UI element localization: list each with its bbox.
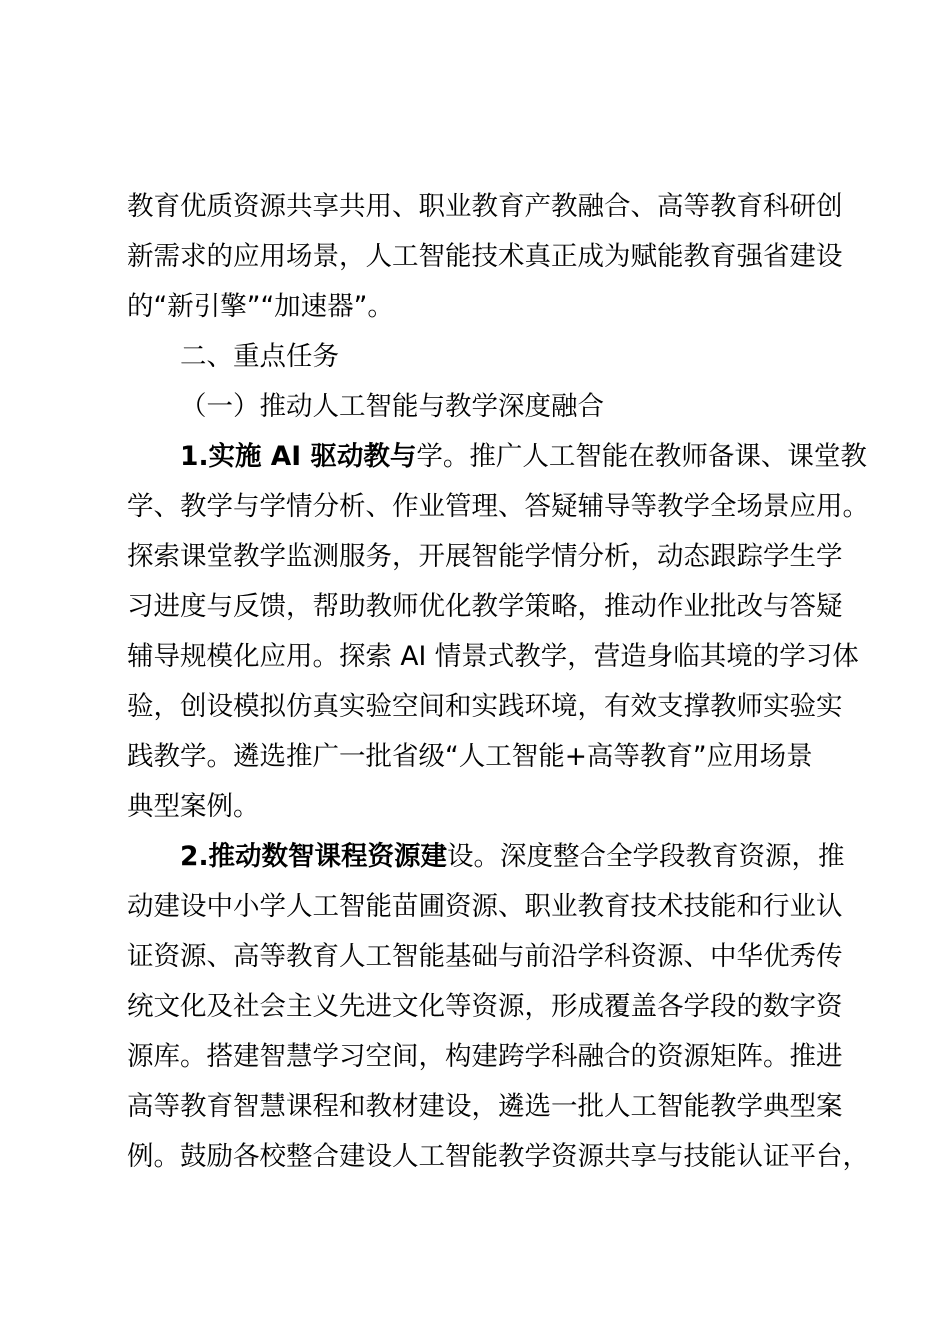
paragraph-line: 证资源、高等教育人工智能基础与前沿学科资源、中华优秀传: [127, 941, 843, 972]
paragraph-line: 践教学。遴选推广一批省级“人工智能+高等教育”应用场景: [127, 741, 813, 772]
task-item-2-first-line: [127, 832, 845, 882]
paragraph-line: 学、教学与学情分析、作业管理、答疑辅导等教学全场景应用。: [127, 491, 869, 522]
document-body: [127, 182, 869, 1182]
intro-line: 新需求的应用场景，人工智能技术真正成为赋能教育强省建设: [127, 241, 843, 272]
paragraph-line: 验，创设模拟仿真实验空间和实践环境，有效支撑教师实验实: [127, 691, 843, 722]
task-item-2-title: 2.推动数智课程资源建: [180, 841, 448, 872]
paragraph-line: 辅导规模化应用。探索 AI 情景式教学，营造身临其境的学习体: [127, 641, 859, 672]
task-item-2: [127, 832, 869, 1182]
paragraph-line: 习进度与反馈，帮助教师优化教学策略，推动作业批改与答疑: [127, 591, 843, 622]
paragraph-line: 源库。搭建智慧学习空间，构建跨学科融合的资源矩阵。推进: [127, 1041, 843, 1072]
paragraph-line: 高等教育智慧课程和教材建设，遴选一批人工智能教学典型案: [127, 1091, 843, 1122]
task-item-1-title: 1.实施 AI 驱动教与: [180, 441, 417, 472]
paragraph-line: 动建设中小学人工智能苗圃资源、职业教育技术技能和行业认: [127, 891, 843, 922]
intro-line: 教育优质资源共享共用、职业教育产教融合、高等教育科研创: [127, 191, 843, 222]
task-item-2-first-text: 设。深度整合全学段教育资源，推: [447, 841, 845, 872]
task-item-1-first-text: 学。推广人工智能在教师备课、课堂教: [416, 441, 867, 472]
paragraph-line: 探索课堂教学监测服务，开展智能学情分析，动态跟踪学生学: [127, 541, 843, 572]
paragraph-line: 例。鼓励各校整合建设人工智能教学资源共享与技能认证平台，: [127, 1141, 869, 1172]
intro-line: 的“新引擎”“加速器”。: [127, 291, 394, 322]
task-item-1-first-line: [127, 432, 867, 482]
paragraph-line: 典型案例。: [127, 791, 260, 822]
paragraph-line: 统文化及社会主义先进文化等资源，形成覆盖各学段的数字资: [127, 991, 843, 1022]
section-heading: 二、重点任务: [180, 341, 339, 372]
subsection-heading: （一）推动人工智能与教学深度融合: [180, 391, 604, 422]
task-item-1: [127, 432, 869, 832]
